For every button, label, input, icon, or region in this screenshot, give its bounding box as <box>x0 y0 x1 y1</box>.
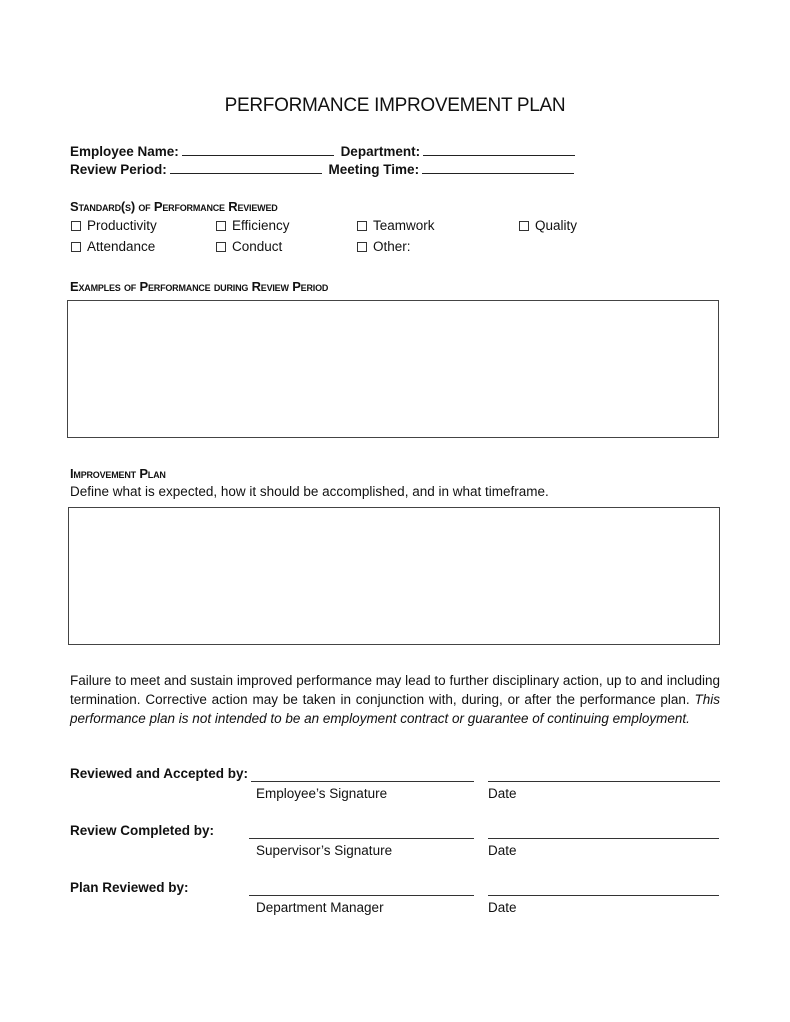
plan-reviewed-label: Plan Reviewed by: <box>70 880 189 895</box>
meeting-time-label: Meeting Time: <box>328 162 420 177</box>
checkbox-attendance[interactable] <box>71 239 155 254</box>
employee-name-label: Employee Name: <box>70 144 179 159</box>
employee-signature-line[interactable] <box>251 781 474 782</box>
meeting-time-field[interactable] <box>422 161 574 174</box>
standards-heading: Standard(s) of Performance Reviewed <box>70 199 278 214</box>
checkbox-icon[interactable] <box>519 221 529 231</box>
checkbox-label: Teamwork <box>373 218 435 233</box>
review-completed-label: Review Completed by: <box>70 823 215 838</box>
manager-signature-line[interactable] <box>249 895 474 896</box>
disclaimer-italic-text: This performance plan is not intended to be an employment contract or guarantee of continuing employment. <box>70 692 720 726</box>
checkbox-teamwork[interactable] <box>357 218 435 233</box>
manager-date-line[interactable] <box>488 895 719 896</box>
supervisor-date-line[interactable] <box>488 838 719 839</box>
department-field[interactable] <box>423 143 575 156</box>
improvement-plan-instruction: Define what is expected, how it should be accomplished, and in what timeframe. <box>70 484 549 499</box>
checkbox-label: Other: <box>373 239 411 254</box>
employee-date-line[interactable] <box>488 781 720 782</box>
checkbox-label: Productivity <box>87 218 157 233</box>
review-period-field[interactable] <box>170 161 322 174</box>
checkbox-icon[interactable] <box>357 242 367 252</box>
header-row-1 <box>70 143 578 159</box>
improvement-plan-heading: Improvement Plan <box>70 466 166 481</box>
document-title: PERFORMANCE IMPROVEMENT PLAN <box>224 95 566 116</box>
checkbox-quality[interactable] <box>519 218 577 233</box>
checkbox-icon[interactable] <box>216 221 226 231</box>
improvement-plan-textbox[interactable] <box>68 507 720 645</box>
checkbox-icon[interactable] <box>71 242 81 252</box>
checkbox-label: Attendance <box>87 239 156 254</box>
checkbox-productivity[interactable] <box>71 218 157 233</box>
employee-date-caption: Date <box>488 786 517 801</box>
employee-signature-caption: Employee’s Signature <box>256 786 388 801</box>
review-period-label: Review Period: <box>70 162 167 177</box>
checkbox-other[interactable] <box>357 239 411 254</box>
reviewed-accepted-label: Reviewed and Accepted by: <box>70 766 249 781</box>
supervisor-signature-line[interactable] <box>249 838 474 839</box>
disclaimer-paragraph <box>70 671 720 728</box>
manager-signature-caption: Department Manager <box>256 900 384 915</box>
manager-date-caption: Date <box>488 900 517 915</box>
header-row-2 <box>70 161 577 177</box>
checkbox-efficiency[interactable] <box>216 218 290 233</box>
employee-name-field[interactable] <box>182 143 334 156</box>
checkbox-icon[interactable] <box>216 242 226 252</box>
examples-textbox[interactable] <box>67 300 719 438</box>
department-label: Department: <box>340 144 421 159</box>
checkbox-icon[interactable] <box>357 221 367 231</box>
examples-heading: Examples of Performance during Review Period <box>70 279 329 294</box>
disclaimer-text: Failure to meet and sustain improved performance may lead to further disciplinary action, up to and including termination. Corrective action may be taken in conjunction with, during, or after the performance plan. <box>70 673 720 707</box>
checkbox-icon[interactable] <box>71 221 81 231</box>
supervisor-date-caption: Date <box>488 843 517 858</box>
checkbox-label: Conduct <box>232 239 283 254</box>
supervisor-signature-caption: Supervisor’s Signature <box>256 843 393 858</box>
checkbox-label: Quality <box>535 218 578 233</box>
checkbox-conduct[interactable] <box>216 239 282 254</box>
checkbox-label: Efficiency <box>232 218 290 233</box>
